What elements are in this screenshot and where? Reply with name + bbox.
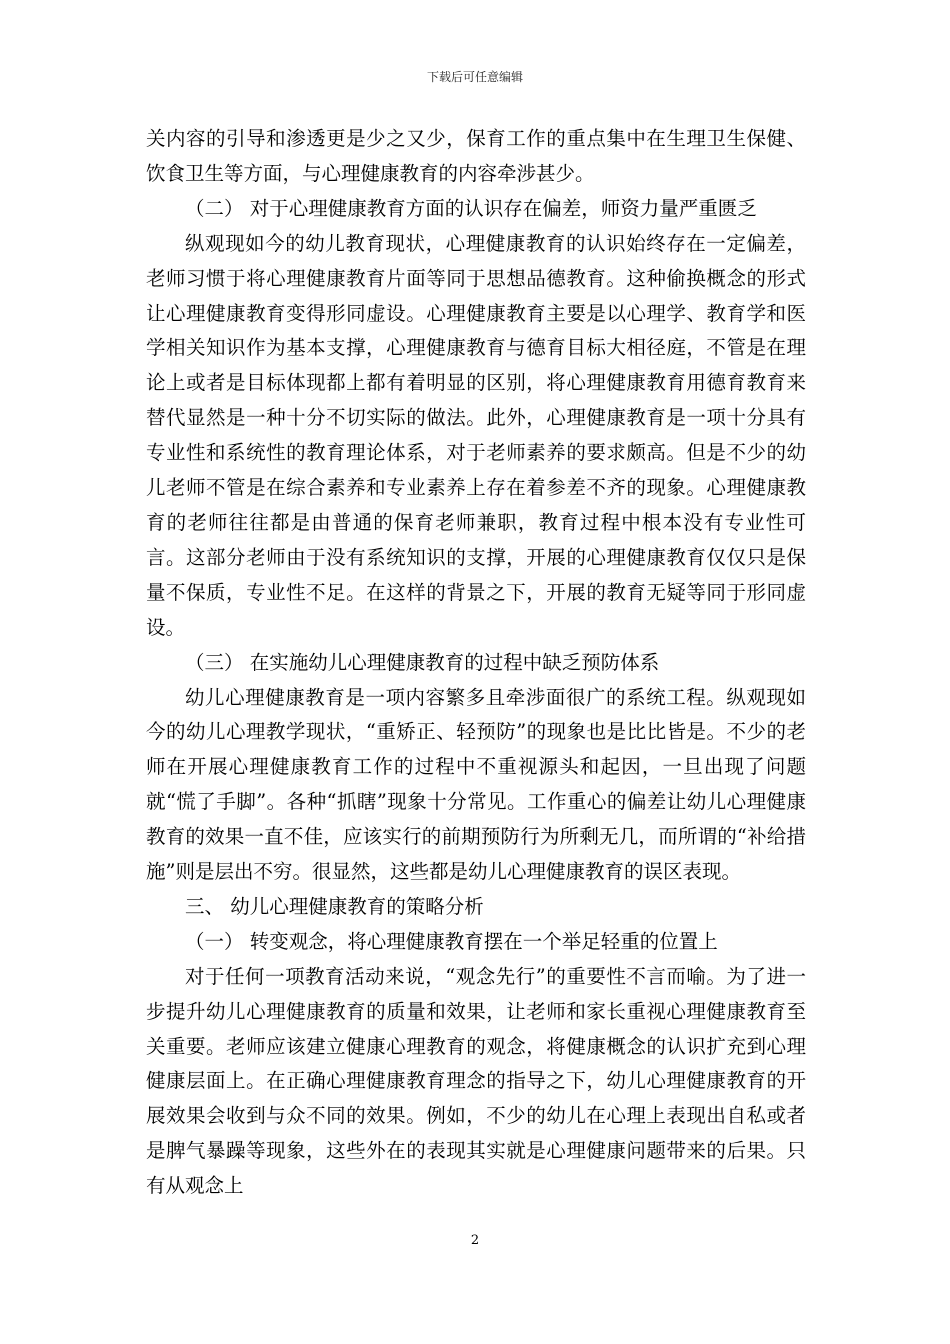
document-body [146, 122, 806, 1204]
page-header: 下载后可任意编辑 [426, 70, 523, 84]
page-number: 2 [470, 1233, 480, 1248]
paragraph: 纵观现如今的幼儿教育现状，心理健康教育的认识始终存在一定偏差，老师习惯于将心理健康教育片面等同于思想品德教育。这种偷换概念的形式让心理健康教育变得形同虚设。心理健康教育主要是以心理学、教育学和医学相关知识作为基本支撑，心理健康教育与德育目标大相径庭，不管是在理论上或者是目标体现都上都有着明显的区别，将心理健康教育用德育教育来替代显然是一种十分不切实际的做法。此外，心理健康教育是一项十分具有专业性和系统性的教育理论体系，对于老师素养的要求颇高。但是不少的幼儿老师不管是在综合素养和专业素养上存在着参差不齐的现象。心理健康教育的老师往往都是由普通的保育老师兼职，教育过程中根本没有专业性可言。这部分老师由于没有系统知识的支撑，开展的心理健康教育仅仅只是保量不保质，专业性不足。在这样的背景之下，开展的教育无疑等同于形同虚设。 [146, 231, 806, 639]
paragraph-continued: 关内容的引导和渗透更是少之又少，保育工作的重点集中在生理卫生保健、饮食卫生等方面，与心理健康教育的内容牵涉甚少。 [146, 127, 806, 185]
section-heading-1: （一） 转变观念，将心理健康教育摆在一个举足轻重的位置上 [185, 929, 718, 953]
section-heading-3: （三） 在实施幼儿心理健康教育的过程中缺乏预防体系 [185, 650, 660, 674]
paragraph: 幼儿心理健康教育是一项内容繁多且牵涉面很广的系统工程。纵观现如今的幼儿心理教学现状，“重矫正、轻预防”的现象也是比比皆是。不少的老师在开展心理健康教育工作的过程中不重视源头和起因，一旦出现了问题就“慌了手脚”。各种“抓瞎”现象十分常见。工作重心的偏差让幼儿心理健康教育的效果一直不佳，应该实行的前期预防行为所剩无几，而所谓的“补给措施”则是层出不穷。很显然，这些都是幼儿心理健康教育的误区表现。 [146, 685, 806, 884]
paragraph: 对于任何一项教育活动来说，“观念先行”的重要性不言而喻。为了进一步提升幼儿心理健康教育的质量和效果，让老师和家长重视心理健康教育至关重要。老师应该建立健康心理教育的观念，将健康概念的认识扩充到心理健康层面上。在正确心理健康教育理念的指导之下，幼儿心理健康教育的开展效果会收到与众不同的效果。例如，不少的幼儿在心理上表现出自私或者是脾气暴躁等现象，这些外在的表现其实就是心理健康问题带来的后果。只有从观念上 [146, 964, 806, 1198]
chapter-heading: 三、 幼儿心理健康教育的策略分析 [185, 894, 484, 918]
section-heading-2: （二） 对于心理健康教育方面的认识存在偏差，师资力量严重匮乏 [185, 196, 757, 220]
